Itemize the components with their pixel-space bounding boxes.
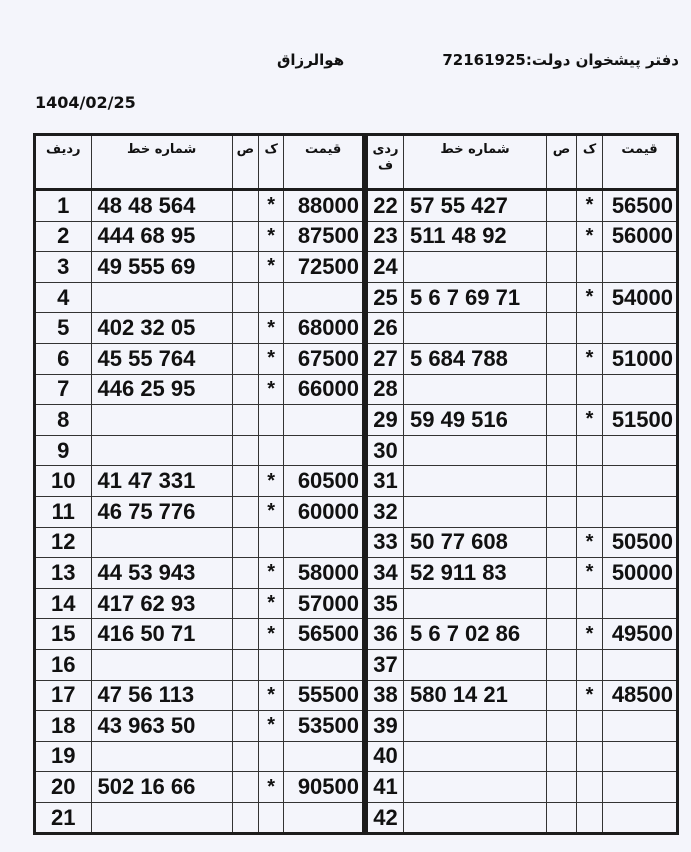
sad-cell bbox=[232, 252, 258, 283]
phone-number-cell: 416 50 71 bbox=[91, 619, 232, 650]
table-row bbox=[367, 527, 678, 558]
phone-number-cell bbox=[404, 711, 547, 742]
table-row bbox=[367, 680, 678, 711]
row-number-cell: 21 bbox=[35, 802, 92, 834]
phone-number-cell: 511 48 92 bbox=[404, 221, 547, 252]
row-number-cell: 38 bbox=[367, 680, 404, 711]
table-row bbox=[35, 313, 364, 344]
phone-number-cell: 402 32 05 bbox=[91, 313, 232, 344]
kaf-star-cell bbox=[259, 649, 284, 680]
price-cell: 57000 bbox=[284, 588, 364, 619]
price-cell bbox=[284, 741, 364, 772]
table-row bbox=[35, 190, 364, 222]
col-kaf-header: ک bbox=[259, 135, 284, 190]
table-row bbox=[367, 221, 678, 252]
table-row bbox=[35, 282, 364, 313]
row-number-cell: 33 bbox=[367, 527, 404, 558]
phone-number-cell bbox=[404, 252, 547, 283]
row-number-cell: 14 bbox=[35, 588, 92, 619]
row-number-cell: 1 bbox=[35, 190, 92, 222]
phone-number-cell bbox=[404, 374, 547, 405]
sad-cell bbox=[232, 802, 258, 834]
sad-cell bbox=[547, 313, 577, 344]
col-kaf-header: ک bbox=[577, 135, 603, 190]
sad-cell bbox=[232, 711, 258, 742]
kaf-star-cell: * bbox=[577, 282, 603, 313]
kaf-star-cell bbox=[259, 435, 284, 466]
table-row bbox=[367, 190, 678, 222]
phone-number-cell: 417 62 93 bbox=[91, 588, 232, 619]
price-cell: 90500 bbox=[284, 772, 364, 803]
row-number-cell: 31 bbox=[367, 466, 404, 497]
row-number-cell: 4 bbox=[35, 282, 92, 313]
kaf-star-cell: * bbox=[259, 313, 284, 344]
phone-number-cell: 46 75 776 bbox=[91, 496, 232, 527]
phone-number-cell bbox=[404, 772, 547, 803]
price-cell bbox=[603, 496, 678, 527]
phone-number-cell: 45 55 764 bbox=[91, 343, 232, 374]
sad-cell bbox=[232, 221, 258, 252]
row-number-cell: 12 bbox=[35, 527, 92, 558]
phone-number-cell: 52 911 83 bbox=[404, 558, 547, 589]
table-row bbox=[367, 282, 678, 313]
price-cell: 56500 bbox=[603, 190, 678, 222]
sad-cell bbox=[547, 496, 577, 527]
sad-cell bbox=[232, 680, 258, 711]
row-number-cell: 24 bbox=[367, 252, 404, 283]
phone-number-cell: 49 555 69 bbox=[91, 252, 232, 283]
row-number-cell: 18 bbox=[35, 711, 92, 742]
col-number-header: شماره خط bbox=[404, 135, 547, 190]
price-cell: 48500 bbox=[603, 680, 678, 711]
price-cell bbox=[284, 802, 364, 834]
sad-cell bbox=[547, 343, 577, 374]
phone-number-cell: 50 77 608 bbox=[404, 527, 547, 558]
kaf-star-cell: * bbox=[577, 558, 603, 589]
price-cell: 51000 bbox=[603, 343, 678, 374]
kaf-star-cell: * bbox=[259, 772, 284, 803]
table-row bbox=[367, 741, 678, 772]
phone-number-cell: 59 49 516 bbox=[404, 405, 547, 436]
price-cell: 68000 bbox=[284, 313, 364, 344]
sad-cell bbox=[547, 711, 577, 742]
price-cell bbox=[284, 405, 364, 436]
table-row bbox=[35, 221, 364, 252]
phone-number-cell: 444 68 95 bbox=[91, 221, 232, 252]
motto-heading: هوالرزاق bbox=[277, 51, 345, 69]
row-number-cell: 16 bbox=[35, 649, 92, 680]
phone-number-cell bbox=[404, 588, 547, 619]
row-number-cell: 37 bbox=[367, 649, 404, 680]
phone-number-cell bbox=[404, 741, 547, 772]
col-price-header: قیمت bbox=[603, 135, 678, 190]
row-number-cell: 30 bbox=[367, 435, 404, 466]
price-cell bbox=[603, 313, 678, 344]
row-number-cell: 15 bbox=[35, 619, 92, 650]
sad-cell bbox=[547, 374, 577, 405]
price-cell: 58000 bbox=[284, 558, 364, 589]
price-cell: 67500 bbox=[284, 343, 364, 374]
sad-cell bbox=[232, 466, 258, 497]
phone-number-cell bbox=[91, 405, 232, 436]
kaf-star-cell: * bbox=[259, 374, 284, 405]
sad-cell bbox=[547, 405, 577, 436]
row-number-cell: 34 bbox=[367, 558, 404, 589]
kaf-star-cell bbox=[577, 374, 603, 405]
col-number-header: شماره خط bbox=[91, 135, 232, 190]
row-number-cell: 35 bbox=[367, 588, 404, 619]
sad-cell bbox=[547, 190, 577, 222]
row-number-cell: 10 bbox=[35, 466, 92, 497]
sad-cell bbox=[547, 466, 577, 497]
row-number-cell: 40 bbox=[367, 741, 404, 772]
phone-number-cell bbox=[91, 802, 232, 834]
kaf-star-cell: * bbox=[577, 619, 603, 650]
price-cell: 88000 bbox=[284, 190, 364, 222]
sad-cell bbox=[232, 772, 258, 803]
table-row bbox=[35, 435, 364, 466]
price-cell bbox=[603, 252, 678, 283]
kaf-star-cell: * bbox=[577, 343, 603, 374]
col-row-header: ردیف bbox=[35, 135, 92, 190]
sad-cell bbox=[232, 282, 258, 313]
price-cell bbox=[284, 649, 364, 680]
kaf-star-cell: * bbox=[577, 527, 603, 558]
sad-cell bbox=[547, 649, 577, 680]
price-cell bbox=[284, 282, 364, 313]
table-row bbox=[367, 772, 678, 803]
price-cell: 56500 bbox=[284, 619, 364, 650]
price-cell bbox=[603, 649, 678, 680]
row-number-cell: 9 bbox=[35, 435, 92, 466]
row-number-cell: 36 bbox=[367, 619, 404, 650]
table-row bbox=[367, 466, 678, 497]
table-row bbox=[367, 649, 678, 680]
sad-cell bbox=[232, 649, 258, 680]
sad-cell bbox=[547, 527, 577, 558]
phone-number-cell: 41 47 331 bbox=[91, 466, 232, 497]
price-cell bbox=[603, 466, 678, 497]
row-number-cell: 5 bbox=[35, 313, 92, 344]
phone-number-cell: 48 48 564 bbox=[91, 190, 232, 222]
table-row bbox=[35, 558, 364, 589]
price-cell bbox=[603, 435, 678, 466]
table-row bbox=[367, 252, 678, 283]
row-number-cell: 26 bbox=[367, 313, 404, 344]
price-cell bbox=[603, 802, 678, 834]
row-number-cell: 8 bbox=[35, 405, 92, 436]
price-cell: 87500 bbox=[284, 221, 364, 252]
row-number-cell: 25 bbox=[367, 282, 404, 313]
phone-number-cell bbox=[404, 496, 547, 527]
table-row bbox=[367, 313, 678, 344]
kaf-star-cell bbox=[577, 313, 603, 344]
kaf-star-cell: * bbox=[259, 711, 284, 742]
phone-number-cell: 502 16 66 bbox=[91, 772, 232, 803]
table-row bbox=[367, 343, 678, 374]
kaf-star-cell: * bbox=[259, 558, 284, 589]
table-row bbox=[35, 405, 364, 436]
col-row-header: ردی ف bbox=[367, 135, 404, 190]
price-cell: 56000 bbox=[603, 221, 678, 252]
price-cell bbox=[284, 435, 364, 466]
sad-cell bbox=[232, 558, 258, 589]
kaf-star-cell: * bbox=[259, 619, 284, 650]
sad-cell bbox=[547, 435, 577, 466]
kaf-star-cell bbox=[577, 466, 603, 497]
row-number-cell: 6 bbox=[35, 343, 92, 374]
price-cell: 60000 bbox=[284, 496, 364, 527]
right-ledger-table bbox=[365, 133, 679, 835]
kaf-star-cell: * bbox=[577, 221, 603, 252]
row-number-cell: 2 bbox=[35, 221, 92, 252]
table-row bbox=[35, 252, 364, 283]
kaf-star-cell bbox=[577, 802, 603, 834]
price-cell: 51500 bbox=[603, 405, 678, 436]
price-cell bbox=[603, 588, 678, 619]
sad-cell bbox=[232, 741, 258, 772]
row-number-cell: 17 bbox=[35, 680, 92, 711]
sad-cell bbox=[232, 343, 258, 374]
row-number-cell: 23 bbox=[367, 221, 404, 252]
kaf-star-cell bbox=[259, 405, 284, 436]
right-header-row bbox=[367, 135, 678, 190]
kaf-star-cell: * bbox=[259, 588, 284, 619]
phone-number-cell: 5 6 7 69 71 bbox=[404, 282, 547, 313]
phone-number-cell bbox=[91, 435, 232, 466]
phone-number-cell: 5 684 788 bbox=[404, 343, 547, 374]
price-cell: 53500 bbox=[284, 711, 364, 742]
row-number-cell: 39 bbox=[367, 711, 404, 742]
sad-cell bbox=[547, 772, 577, 803]
row-number-cell: 41 bbox=[367, 772, 404, 803]
kaf-star-cell bbox=[577, 772, 603, 803]
kaf-star-cell bbox=[577, 741, 603, 772]
price-cell: 55500 bbox=[284, 680, 364, 711]
phone-number-cell bbox=[91, 649, 232, 680]
phone-number-cell: 5 6 7 02 86 bbox=[404, 619, 547, 650]
kaf-star-cell: * bbox=[259, 680, 284, 711]
sad-cell bbox=[232, 313, 258, 344]
row-number-cell: 7 bbox=[35, 374, 92, 405]
phone-number-cell: 43 963 50 bbox=[91, 711, 232, 742]
kaf-star-cell bbox=[577, 649, 603, 680]
table-row bbox=[35, 374, 364, 405]
phone-number-cell bbox=[91, 282, 232, 313]
sad-cell bbox=[232, 190, 258, 222]
row-number-cell: 32 bbox=[367, 496, 404, 527]
price-cell: 49500 bbox=[603, 619, 678, 650]
row-number-cell: 19 bbox=[35, 741, 92, 772]
kaf-star-cell bbox=[577, 252, 603, 283]
table-row bbox=[35, 772, 364, 803]
kaf-star-cell: * bbox=[577, 190, 603, 222]
kaf-star-cell: * bbox=[577, 680, 603, 711]
row-number-cell: 11 bbox=[35, 496, 92, 527]
col-sad-header: ص bbox=[547, 135, 577, 190]
row-number-cell: 42 bbox=[367, 802, 404, 834]
sad-cell bbox=[232, 496, 258, 527]
table-row bbox=[35, 802, 364, 834]
table-row bbox=[35, 527, 364, 558]
price-cell bbox=[603, 711, 678, 742]
table-row bbox=[35, 711, 364, 742]
phone-number-cell: 47 56 113 bbox=[91, 680, 232, 711]
sad-cell bbox=[232, 435, 258, 466]
table-row bbox=[367, 711, 678, 742]
kaf-star-cell bbox=[259, 527, 284, 558]
row-number-cell: 29 bbox=[367, 405, 404, 436]
row-number-cell: 28 bbox=[367, 374, 404, 405]
table-row bbox=[35, 466, 364, 497]
sad-cell bbox=[547, 221, 577, 252]
table-row bbox=[35, 649, 364, 680]
row-number-cell: 22 bbox=[367, 190, 404, 222]
price-cell: 60500 bbox=[284, 466, 364, 497]
kaf-star-cell: * bbox=[259, 343, 284, 374]
col-price-header: قیمت bbox=[284, 135, 364, 190]
table-row bbox=[367, 374, 678, 405]
row-number-cell: 20 bbox=[35, 772, 92, 803]
phone-number-cell bbox=[404, 313, 547, 344]
left-header-row bbox=[35, 135, 364, 190]
table-row bbox=[35, 741, 364, 772]
sad-cell bbox=[232, 527, 258, 558]
price-cell: 66000 bbox=[284, 374, 364, 405]
row-number-cell: 27 bbox=[367, 343, 404, 374]
kaf-star-cell: * bbox=[259, 496, 284, 527]
kaf-star-cell: * bbox=[259, 221, 284, 252]
row-number-cell: 13 bbox=[35, 558, 92, 589]
kaf-star-cell bbox=[577, 711, 603, 742]
price-cell: 54000 bbox=[603, 282, 678, 313]
phone-number-cell bbox=[404, 802, 547, 834]
price-cell: 50500 bbox=[603, 527, 678, 558]
sad-cell bbox=[547, 619, 577, 650]
sad-cell bbox=[547, 588, 577, 619]
left-ledger-table bbox=[33, 133, 365, 835]
table-row bbox=[367, 619, 678, 650]
sad-cell bbox=[232, 374, 258, 405]
kaf-star-cell bbox=[577, 435, 603, 466]
kaf-star-cell bbox=[259, 802, 284, 834]
phone-number-cell bbox=[91, 527, 232, 558]
phone-number-cell bbox=[91, 741, 232, 772]
sad-cell bbox=[547, 252, 577, 283]
kaf-star-cell bbox=[259, 282, 284, 313]
sad-cell bbox=[547, 802, 577, 834]
table-row bbox=[35, 343, 364, 374]
sad-cell bbox=[547, 680, 577, 711]
phone-number-cell: 57 55 427 bbox=[404, 190, 547, 222]
sad-cell bbox=[547, 741, 577, 772]
phone-number-cell: 44 53 943 bbox=[91, 558, 232, 589]
sad-cell bbox=[232, 405, 258, 436]
price-cell bbox=[603, 772, 678, 803]
kaf-star-cell bbox=[259, 741, 284, 772]
sad-cell bbox=[547, 558, 577, 589]
table-row bbox=[367, 496, 678, 527]
kaf-star-cell bbox=[577, 588, 603, 619]
phone-number-cell: 580 14 21 bbox=[404, 680, 547, 711]
sad-cell bbox=[232, 588, 258, 619]
table-row bbox=[367, 802, 678, 834]
table-row bbox=[35, 588, 364, 619]
price-cell bbox=[603, 374, 678, 405]
phone-number-cell bbox=[404, 435, 547, 466]
table-row bbox=[367, 558, 678, 589]
kaf-star-cell: * bbox=[259, 252, 284, 283]
sad-cell bbox=[547, 282, 577, 313]
office-title: دفتر پیشخوان دولت:72161925 bbox=[442, 51, 679, 69]
table-row bbox=[367, 435, 678, 466]
table-row bbox=[35, 496, 364, 527]
kaf-star-cell: * bbox=[577, 405, 603, 436]
document-date: 1404/02/25 bbox=[35, 93, 136, 112]
table-row bbox=[367, 405, 678, 436]
kaf-star-cell: * bbox=[259, 466, 284, 497]
phone-number-cell bbox=[404, 466, 547, 497]
sad-cell bbox=[232, 619, 258, 650]
table-row bbox=[35, 680, 364, 711]
price-cell: 72500 bbox=[284, 252, 364, 283]
kaf-star-cell: * bbox=[259, 190, 284, 222]
phone-number-cell: 446 25 95 bbox=[91, 374, 232, 405]
price-cell bbox=[284, 527, 364, 558]
phone-number-cell bbox=[404, 649, 547, 680]
table-row bbox=[35, 619, 364, 650]
price-cell: 50000 bbox=[603, 558, 678, 589]
col-sad-header: ص bbox=[232, 135, 258, 190]
table-row bbox=[367, 588, 678, 619]
kaf-star-cell bbox=[577, 496, 603, 527]
price-cell bbox=[603, 741, 678, 772]
row-number-cell: 3 bbox=[35, 252, 92, 283]
